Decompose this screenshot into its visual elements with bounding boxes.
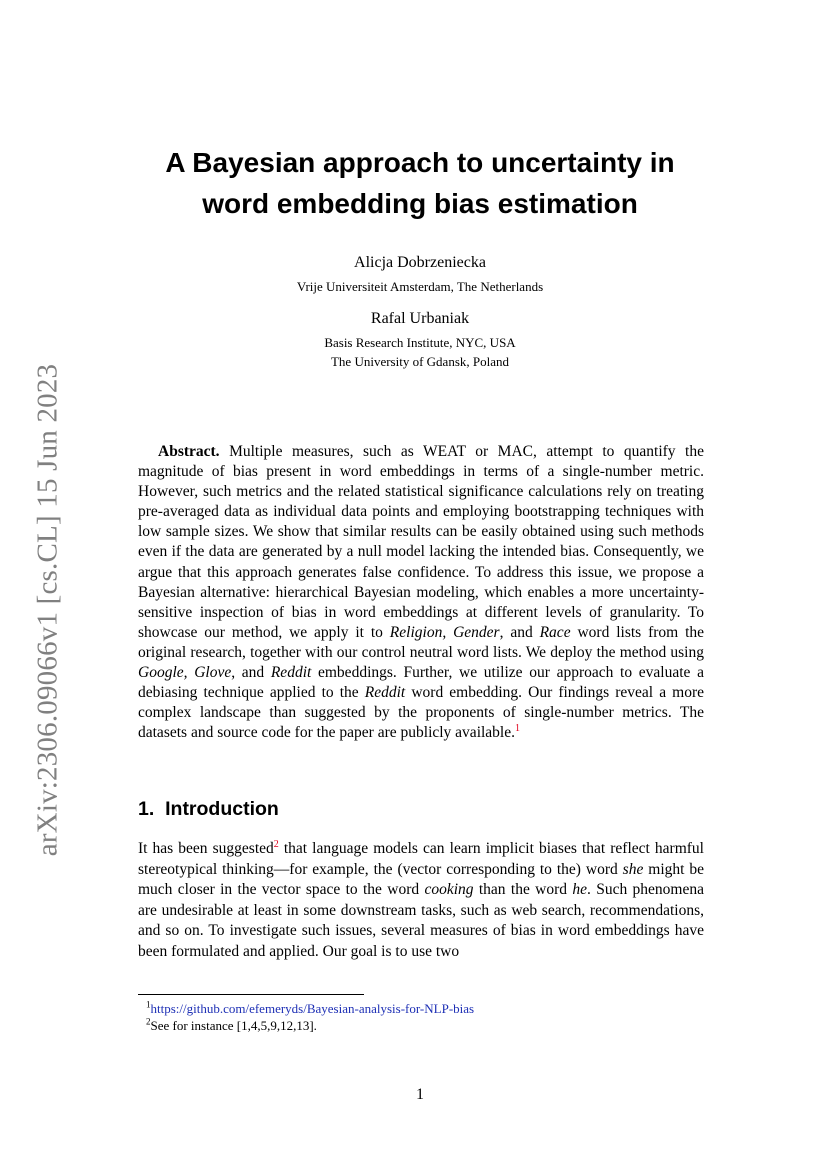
footnote-divider — [138, 994, 364, 995]
intro-emphasis: cooking — [424, 881, 474, 898]
footnote — [146, 1018, 317, 1034]
abstract-text: , and — [499, 623, 533, 641]
footnote-mark: 2 — [146, 1016, 151, 1027]
page-number: 1 — [416, 1086, 424, 1103]
paper-title-line: word embedding bias estimation — [202, 188, 638, 219]
intro-text: It has been suggested — [138, 840, 274, 857]
footnote-text: See for instance [1,4,5,9,12,13]. — [150, 1018, 317, 1033]
abstract-label: Abstract. — [158, 443, 220, 460]
arxiv-identifier — [28, 363, 68, 857]
author-name: Alicja Dobrzeniecka — [354, 254, 486, 271]
intro-text: might be much closer in the vector space to the word — [138, 860, 704, 898]
abstract-text: , and — [231, 664, 265, 682]
author-affiliation: Vrije Universiteit Amsterdam, The Netherlands — [296, 279, 544, 294]
section-heading — [138, 798, 279, 821]
abstract-text: word embedding. Our findings reveal a more complex landscape than suggested by the proponents of single-number metrics. The datasets and source code for the paper are publicly available. — [138, 684, 705, 742]
intro-text: than the word — [473, 881, 573, 898]
abstract-emphasis: Google, Glove — [138, 664, 232, 682]
section-number: 1. — [138, 798, 155, 820]
author-affiliation: The University of Gdansk, Poland — [330, 354, 509, 369]
author-name: Rafal Urbaniak — [370, 310, 470, 327]
paper-title-line: A Bayesian approach to uncertainty in — [165, 147, 675, 178]
footnote — [146, 1001, 474, 1017]
footnote-link[interactable]: 1 — [515, 723, 520, 735]
footnote-mark: 1 — [146, 999, 151, 1010]
intro-text: . Such phenomena are undesirable at least in some downstream tasks, such as web search, recommendations, and so on. To investigate such issues, several measures of bias in word embeddings have been formulated and applied. Our goal is to use two — [138, 881, 704, 960]
abstract-emphasis: Reddit — [270, 664, 312, 682]
abstract-text: embeddings. Further, we utilize our approach to evaluate a debiasing technique applied to the — [138, 664, 704, 702]
footnote-url-link[interactable]: https://github.com/efemeryds/Bayesian-analysis-for-NLP-bias — [150, 1001, 475, 1016]
intro-emphasis: she — [622, 860, 644, 878]
section-title: Introduction — [165, 798, 279, 820]
author-affiliation: Basis Research Institute, NYC, USA — [324, 335, 516, 350]
intro-text: that language models can learn implicit biases that reflect harmful stereotypical thinking—for example, the (vector corresponding to the) word — [138, 840, 704, 878]
abstract-text: Multiple measures, such as WEAT or MAC, attempt to quantify the magnitude of bias present in word embeddings in terms of a single-number metric. However, such metrics and the related statistical significance calculations rely on treating pre-averaged data as individual data points and employing bootstrapping techniques with low sample sizes. We show that similar results can be easily obtained using such methods even if the data are generated by a null model lacking the intended bias. Consequently, we argue that this approach generates false confidence. To address this issue, we propose a Bayesian alternative: hierarchical Bayesian modeling, which enables a more uncertainty-sensitive inspection of bias in word embeddings at different levels of granularity. To showcase our method, we apply it to — [138, 443, 704, 641]
abstract — [138, 442, 704, 743]
intro-emphasis: he — [572, 881, 587, 898]
paper-title — [100, 142, 740, 224]
abstract-emphasis: Religion, Gender — [389, 623, 500, 641]
abstract-text: word lists from the original research, together with our control neutral word lists. We deploy the method using — [138, 623, 705, 661]
abstract-emphasis: Reddit — [364, 684, 406, 702]
intro-paragraph — [138, 839, 704, 962]
arxiv-identifier-text: arXiv:2306.09066v1 [cs.CL] 15 Jun 2023 — [31, 363, 64, 857]
abstract-emphasis: Race — [539, 623, 571, 641]
footnote-link[interactable]: 2 — [273, 838, 279, 850]
